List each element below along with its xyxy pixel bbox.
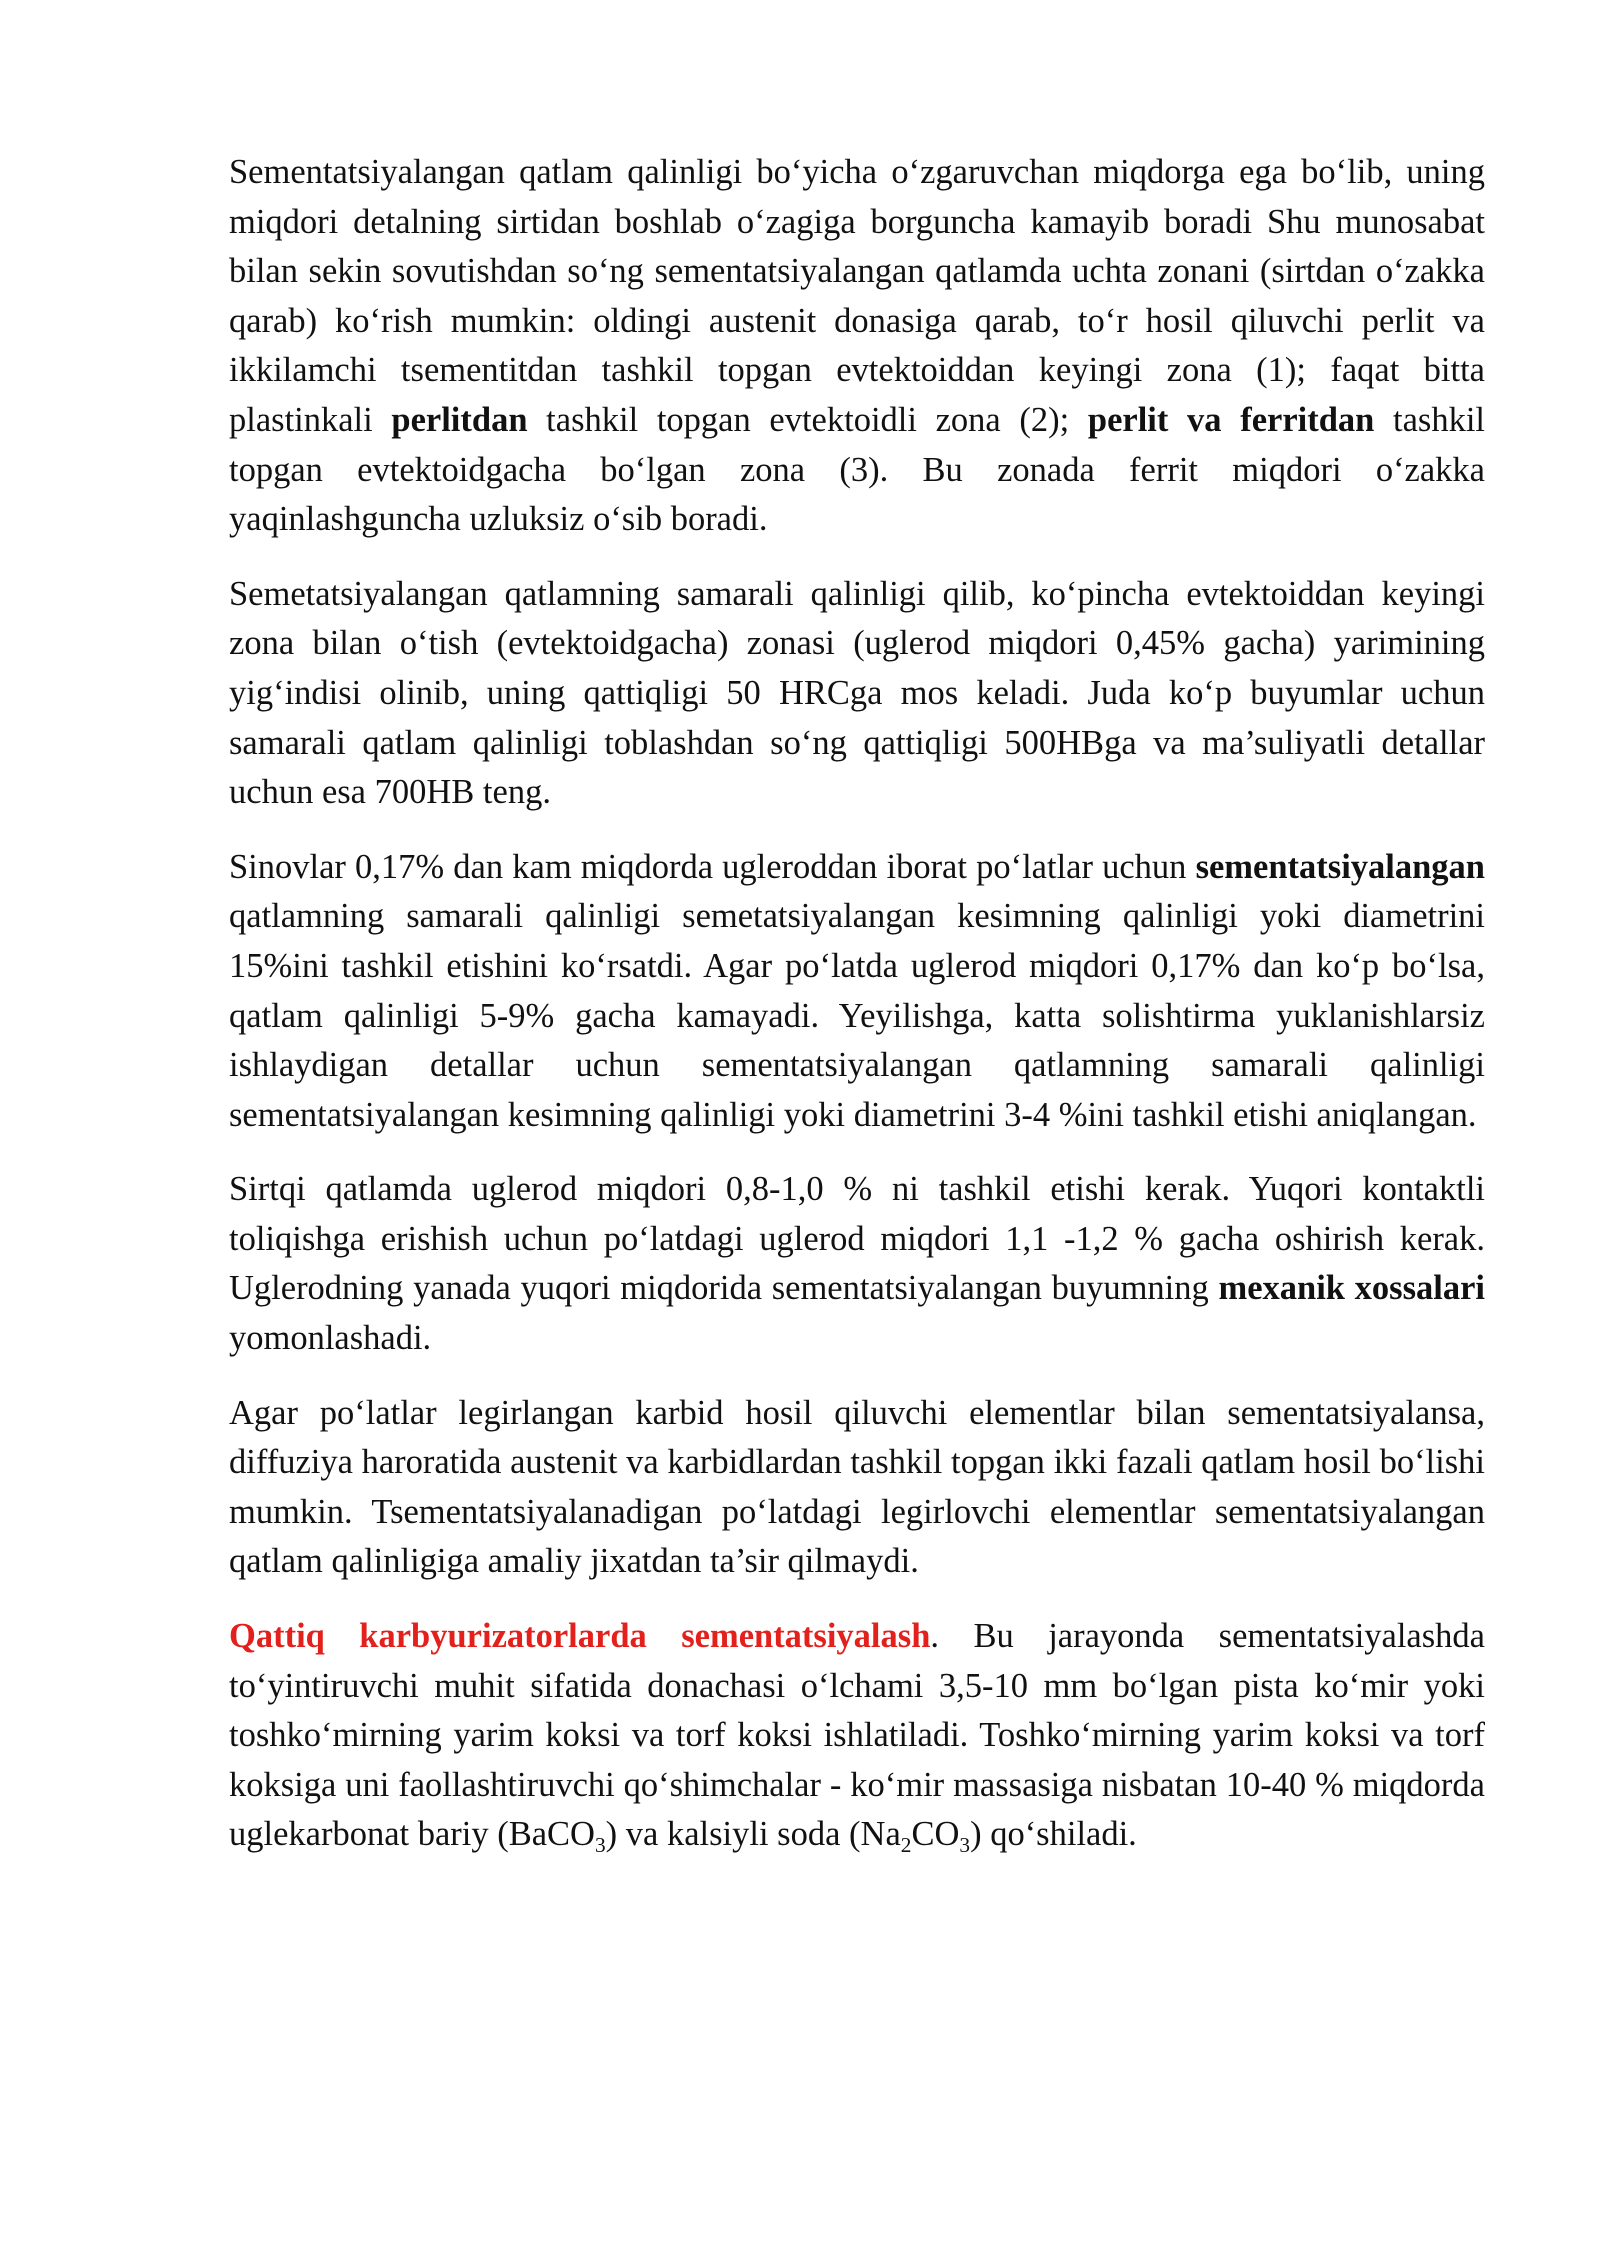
subscript: 3 — [959, 1833, 971, 1858]
subscript: 2 — [900, 1833, 912, 1858]
bold-term-sementatsiyalangan: sementatsiyalangan — [1195, 847, 1485, 886]
text-run: tashkil topgan evtektoidli zona (2); — [527, 400, 1088, 439]
paragraph-4 — [229, 1165, 1485, 1363]
paragraph-1 — [229, 148, 1485, 545]
text-run: ) qo‘shiladi. — [970, 1815, 1137, 1854]
paragraph-5 — [229, 1389, 1485, 1587]
text-run: yomonlashadi. — [229, 1319, 432, 1358]
bold-term-perlit-va-ferritdan: perlit va ferritdan — [1087, 400, 1375, 439]
text-run: Sinovlar 0,17% dan kam miqdorda ugleroddan iborat po‘latlar uchun — [229, 847, 1196, 886]
document-page — [229, 148, 1485, 1885]
bold-term-mexanik-xossalari: mexanik xossalari — [1218, 1269, 1485, 1308]
section-heading-red: Qattiq karbyurizatorlarda sementatsiyalash — [229, 1617, 931, 1656]
text-run: CO — [911, 1815, 960, 1854]
paragraph-2 — [229, 570, 1485, 818]
text-run: tashkil topgan evtektoidgacha bo‘lgan zona (3). Bu zonada ferrit miqdori o‘zakka yaqinlashguncha uzluksiz o‘sib boradi. — [229, 400, 1486, 539]
text-run: . Bu jarayonda sementatsiyalashda to‘yintiruvchi muhit sifatida donachasi o‘lchami 3,5-10 mm bo‘lgan pista ko‘mir yoki toshko‘mirning yarim koksi va torf koksi ishlatiladi. Toshko‘mirning yarim koksi va torf koksiga uni faollashtiruvchi qo‘shimchalar - ko‘mir massasiga nisbatan 10-40 % miqdorda uglekarbonat bariy (BaCO — [229, 1617, 1485, 1854]
text-run: Sirtqi qatlamda uglerod miqdori 0,8-1,0 % ni tashkil etishi kerak. Yuqori kontaktli toliqishga erishish uchun po‘latdagi uglerod miqdori 1,1 -1,2 % gacha oshirish kerak. Uglerodning yanada yuqori miqdorida sementatsiyalangan buyumning — [229, 1170, 1485, 1308]
paragraph-6 — [229, 1612, 1485, 1860]
text-run: ) va kalsiyli soda (Na — [605, 1815, 901, 1854]
text-run: Agar po‘latlar legirlangan karbid hosil qiluvchi elementlar bilan sementatsiyalansa, diffuziya haroratida austenit va karbidlardan tashkil topgan ikki fazali qatlam hosil bo‘lishi mumkin. Tsementatsiyalanadigan po‘latdagi legirlovchi elementlar sementatsiyalangan qatlam qalinligiga amaliy jixatdan ta’sir qilmaydi. — [229, 1393, 1485, 1581]
text-run: qatlamning samarali qalinligi semetatsiyalangan kesimning qalinligi yoki diametrini 15%ini tashkil etishini ko‘rsatdi. Agar po‘latda uglerod miqdori 0,17% dan ko‘p bo‘lsa, qatlam qalinligi 5-9% gacha kamayadi. Yeyilishga, katta solishtirma yuklanishlarsiz ishlaydigan detallar uchun sementatsiyalangan qatlamning samarali qalinligi sementatsiyalangan kesimning qalinligi yoki diametrini 3-4 %ini tashkil etishi aniqlangan. — [229, 897, 1485, 1134]
text-run: Semetatsiyalangan qatlamning samarali qalinligi qilib, ko‘pincha evtektoiddan keyingi zona bilan o‘tish (evtektoidgacha) zonasi (uglerod miqdori 0,45% gacha) yarimining yig‘indisi olinib, uning qattiqligi 50 HRCga mos keladi. Juda ko‘p buyumlar uchun samarali qatlam qalinligi toblashdan so‘ng qattiqligi 500HBga va ma’suliyatli detallar uchun esa 700HB teng. — [229, 574, 1485, 812]
bold-term-perlitdan: perlitdan — [391, 400, 528, 439]
subscript: 3 — [594, 1833, 606, 1858]
paragraph-3 — [229, 843, 1485, 1141]
text-run: Sementatsiyalangan qatlam qalinligi bo‘yicha o‘zgaruvchan miqdorga ega bo‘lib, uning miqdori detalning sirtidan boshlab o‘zagiga borguncha kamayib boradi Shu munosabat bilan sekin sovutishdan so‘ng sementatsiyalangan qatlamda uchta zonani (sirtdan o‘zakka qarab) ko‘rish mumkin: oldingi austenit donasiga qarab, to‘r hosil qiluvchi perlit va ikkilamchi tsementitdan tashkil topgan evtektoiddan keyingi zona (1); faqat bitta plastinkali — [229, 153, 1485, 439]
